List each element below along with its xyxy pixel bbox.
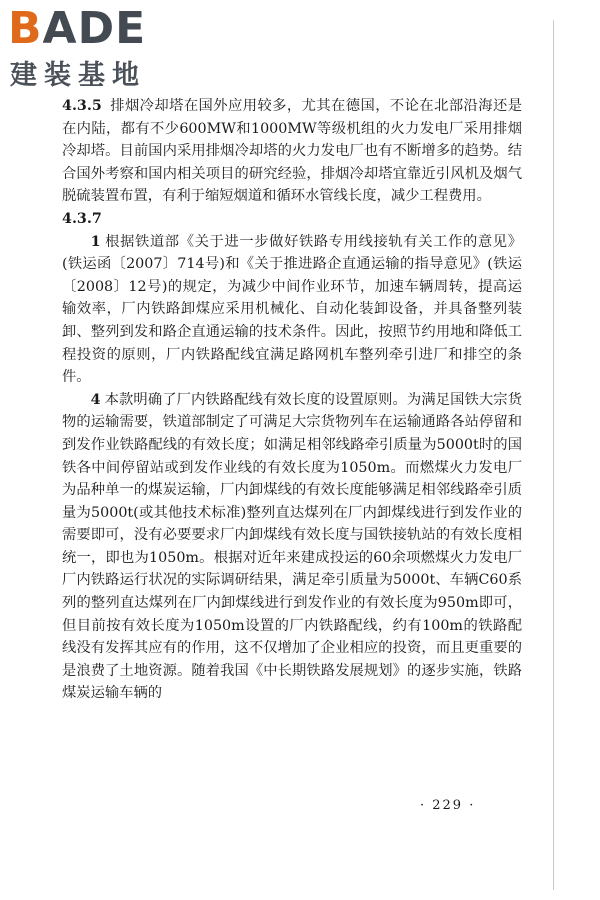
page-spine-divider: [553, 20, 554, 890]
page-number: · 229 ·: [420, 798, 476, 813]
section-4-3-7-heading: [62, 208, 522, 231]
section-number: 4.3.7: [62, 210, 102, 227]
item-number: 4: [90, 391, 101, 408]
logo-wordmark: [8, 4, 146, 54]
section-4-3-5: [62, 95, 522, 208]
item-text: 根据铁道部《关于进一步做好铁路专用线接轨有关工作的意见》(铁运函〔2007〕714号)和《关于推进路企直通运输的指导意见》(铁运〔2008〕12号)的规定，为减少中间作业环节，加速车辆周转，提高运输效率，厂内铁路卸煤应采用机械化、自动化装卸设备，并具备整列装卸、整列到发和路企直通运输的技术条件。因此，按照节约用地和降低工程投资的原则，厂内铁路配线宜满足路网机车整列牵引进厂和排空的条件。: [62, 233, 522, 386]
section-4-3-7-item-1: [62, 231, 522, 389]
logo-letter-b: B: [8, 3, 43, 54]
document-body: [62, 95, 522, 705]
brand-logo: [8, 4, 178, 96]
section-4-3-7-item-4: [62, 389, 522, 705]
section-text: 排烟冷却塔在国外应用较多，尤其在德国，不论在北部沿海还是在内陆，都有不少600MW和1000MW等级机组的火力发电厂采用排烟冷却塔。目前国内采用排烟冷却塔的火力发电厂也有不断增多的趋势。结合国外考察和国内相关项目的研究经验，排烟冷却塔宜靠近引风机及烟气脱硫装置布置，有利于缩短烟道和循环水管线长度，减少工程费用。: [62, 98, 522, 205]
logo-subtitle: 建装基地: [10, 60, 146, 91]
item-text: 本款明确了厂内铁路配线有效长度的设置原则。为满足国铁大宗货物的运输需要，铁道部制定了可满足大宗货物列车在运输通路各站停留和到发作业铁路配线的有效长度；如满足相邻线路牵引质量为5000t时的国铁各中间停留站或到发作业线的有效长度为1050m。而燃煤火力发电厂为品种单一的煤炭运输，厂内卸煤线的有效长度能够满足相邻线路牵引质量为5000t(或其他技术标准)整列直达煤列在厂内卸煤线进行到发作业的需要即可，没有必要要求厂内卸煤线有效长度与国铁接轨站的有效长度相统一，即也为1050m。根据对近年来建成投运的60余项燃煤火力发电厂厂内铁路运行状况的实际调研结果，满足牵引质量为5000t、车辆C60系列的整列直达煤列在厂内卸煤线进行到发作业的有效长度为950m即可，但目前按有效长度为1050m设置的厂内铁路配线，约有100m的铁路配线没有发挥其应有的作用，这不仅增加了企业相应的投资，而且更重要的是浪费了土地资源。随着我国《中长期铁路发展规划》的逐步实施，铁路煤炭运输车辆的: [62, 391, 522, 702]
logo-letters-de: DE: [77, 3, 147, 54]
item-number: 1: [90, 233, 101, 250]
section-number: 4.3.5: [62, 98, 102, 114]
logo-letter-a: A: [42, 3, 78, 54]
